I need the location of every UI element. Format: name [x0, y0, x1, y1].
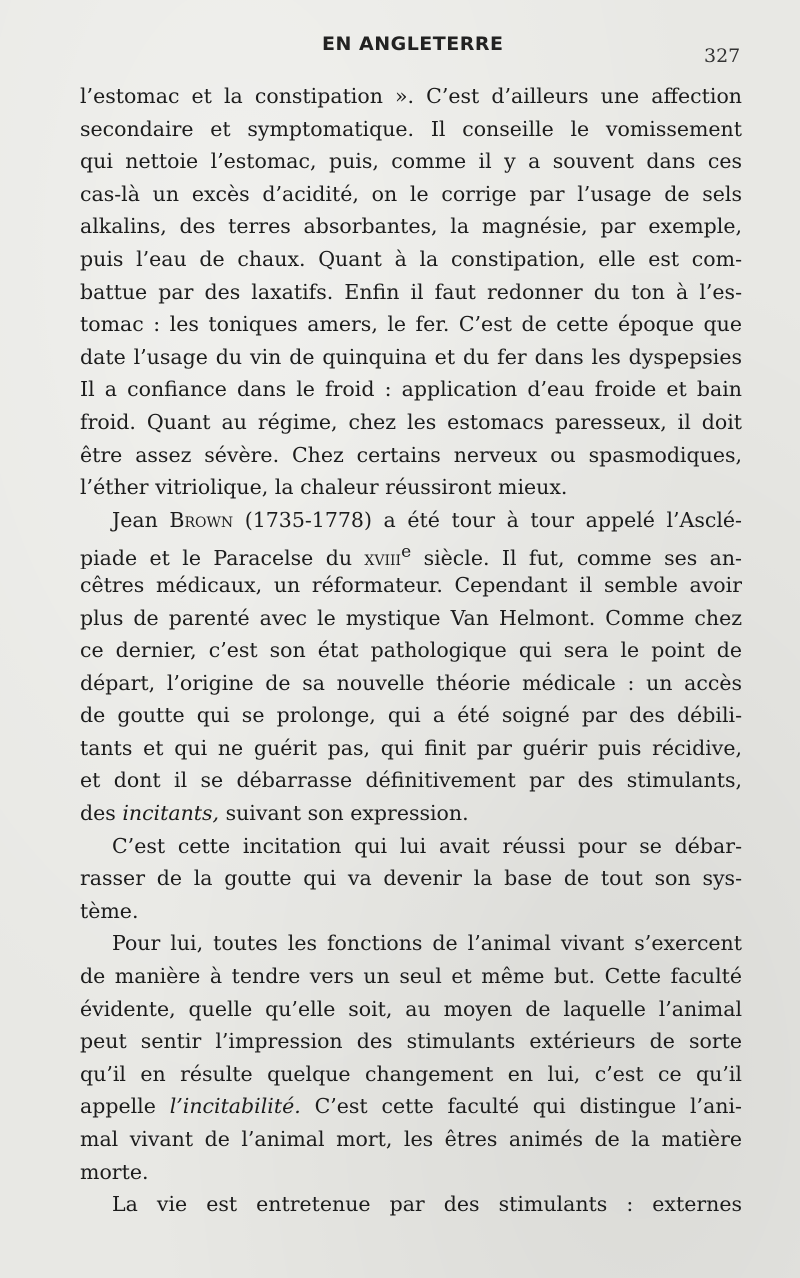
text-line — [80, 1090, 742, 1123]
text-line: être assez sévère. Chez certains nerveux ou spasmodiques, — [80, 442, 742, 467]
text-line: tants et qui ne guérit pas, qui finit par guérir puis récidive, — [80, 735, 742, 760]
text-segment: appelle — [80, 1094, 156, 1119]
text-line: puis l’eau de chaux. Quant à la constipation, elle est com- — [80, 246, 742, 271]
italic-term: incitants, — [122, 801, 220, 826]
text-line: cêtres médicaux, un réformateur. Cependant il semble avoir — [80, 572, 742, 597]
text-line: cas-là un excès d’acidité, on le corrige par l’usage de sels — [80, 181, 742, 206]
text-line: mal vivant de l’animal mort, les êtres animés de la matière — [80, 1127, 742, 1151]
superscript: e — [401, 542, 412, 563]
text-line — [80, 536, 742, 569]
text-line: froid. Quant au régime, chez les estomacs paresseux, il doit — [80, 409, 742, 434]
text-line: l’éther vitriolique, la chaleur réussiront mieux. — [80, 475, 568, 500]
text-segment: (1735-1778) a été tour à tour appelé l’Asclé- — [244, 507, 742, 532]
page-number: 327 — [704, 45, 741, 67]
text-segment: C’est cette faculté qui distingue l’ani- — [314, 1094, 742, 1119]
text-line — [80, 504, 742, 537]
text-line: Pour lui, toutes les fonctions de l’animal vivant s’exercent — [112, 931, 742, 956]
text-segment: des — [80, 801, 116, 826]
text-line — [80, 797, 742, 830]
text-line: battue par des laxatifs. Enfin il faut redonner du ton à l’es- — [80, 279, 742, 304]
text-segment: Jean — [112, 507, 158, 532]
text-line: La vie est entretenue par des stimulants : externes — [112, 1192, 742, 1217]
body-text — [80, 80, 742, 1221]
century-numeral: xviii — [364, 546, 402, 569]
text-segment: suivant son expression. — [225, 801, 469, 826]
text-line: morte. — [80, 1159, 149, 1184]
text-line: secondaire et symptomatique. Il conseille le vomissement — [80, 116, 742, 141]
text-line: date l’usage du vin de quinquina et du fer dans les dyspepsies — [80, 344, 742, 369]
text-line: l’estomac et la constipation ». C’est d’ailleurs une affection — [80, 84, 742, 108]
text-line: tème. — [80, 898, 139, 923]
text-line: plus de parenté avec le mystique Van Helmont. Comme chez — [80, 605, 742, 630]
text-line: peut sentir l’impression des stimulants extérieurs de sorte — [80, 1029, 742, 1054]
text-line: alkalins, des terres absorbantes, la magnésie, par exemple, — [80, 214, 742, 239]
running-title: EN ANGLETERRE — [322, 33, 504, 55]
text-line: Il a confiance dans le froid : application d’eau froide et bain — [80, 377, 742, 402]
text-line: qui nettoie l’estomac, puis, comme il y a souvent dans ces — [80, 149, 742, 174]
italic-term: l’incitabilité. — [169, 1094, 301, 1119]
text-line: rasser de la goutte qui va devenir la base de tout son sys- — [80, 866, 742, 891]
text-line: tomac : les toniques amers, le fer. C’est de cette époque que — [80, 312, 742, 337]
text-line: ce dernier, c’est son état pathologique qui sera le point de — [80, 638, 742, 663]
author-name: Brown — [169, 507, 234, 532]
text-line: C’est cette incitation qui lui avait réussi pour se débar- — [112, 833, 742, 858]
text-line: de goutte qui se prolonge, qui a été soigné par des débili- — [80, 703, 742, 728]
text-line: et dont il se débarrasse définitivement par des stimulants, — [80, 768, 742, 793]
text-line: de manière à tendre vers un seul et même but. Cette faculté — [80, 964, 742, 989]
running-header — [0, 33, 800, 67]
text-segment: siècle. Il fut, comme ses an- — [423, 546, 742, 569]
text-line: évidente, quelle qu’elle soit, au moyen de laquelle l’animal — [80, 996, 742, 1021]
text-line: départ, l’origine de sa nouvelle théorie médicale : un accès — [80, 670, 742, 695]
text-line: qu’il en résulte quelque changement en lui, c’est ce qu’il — [80, 1061, 742, 1086]
text-segment: piade et le Paracelse du — [80, 546, 353, 569]
